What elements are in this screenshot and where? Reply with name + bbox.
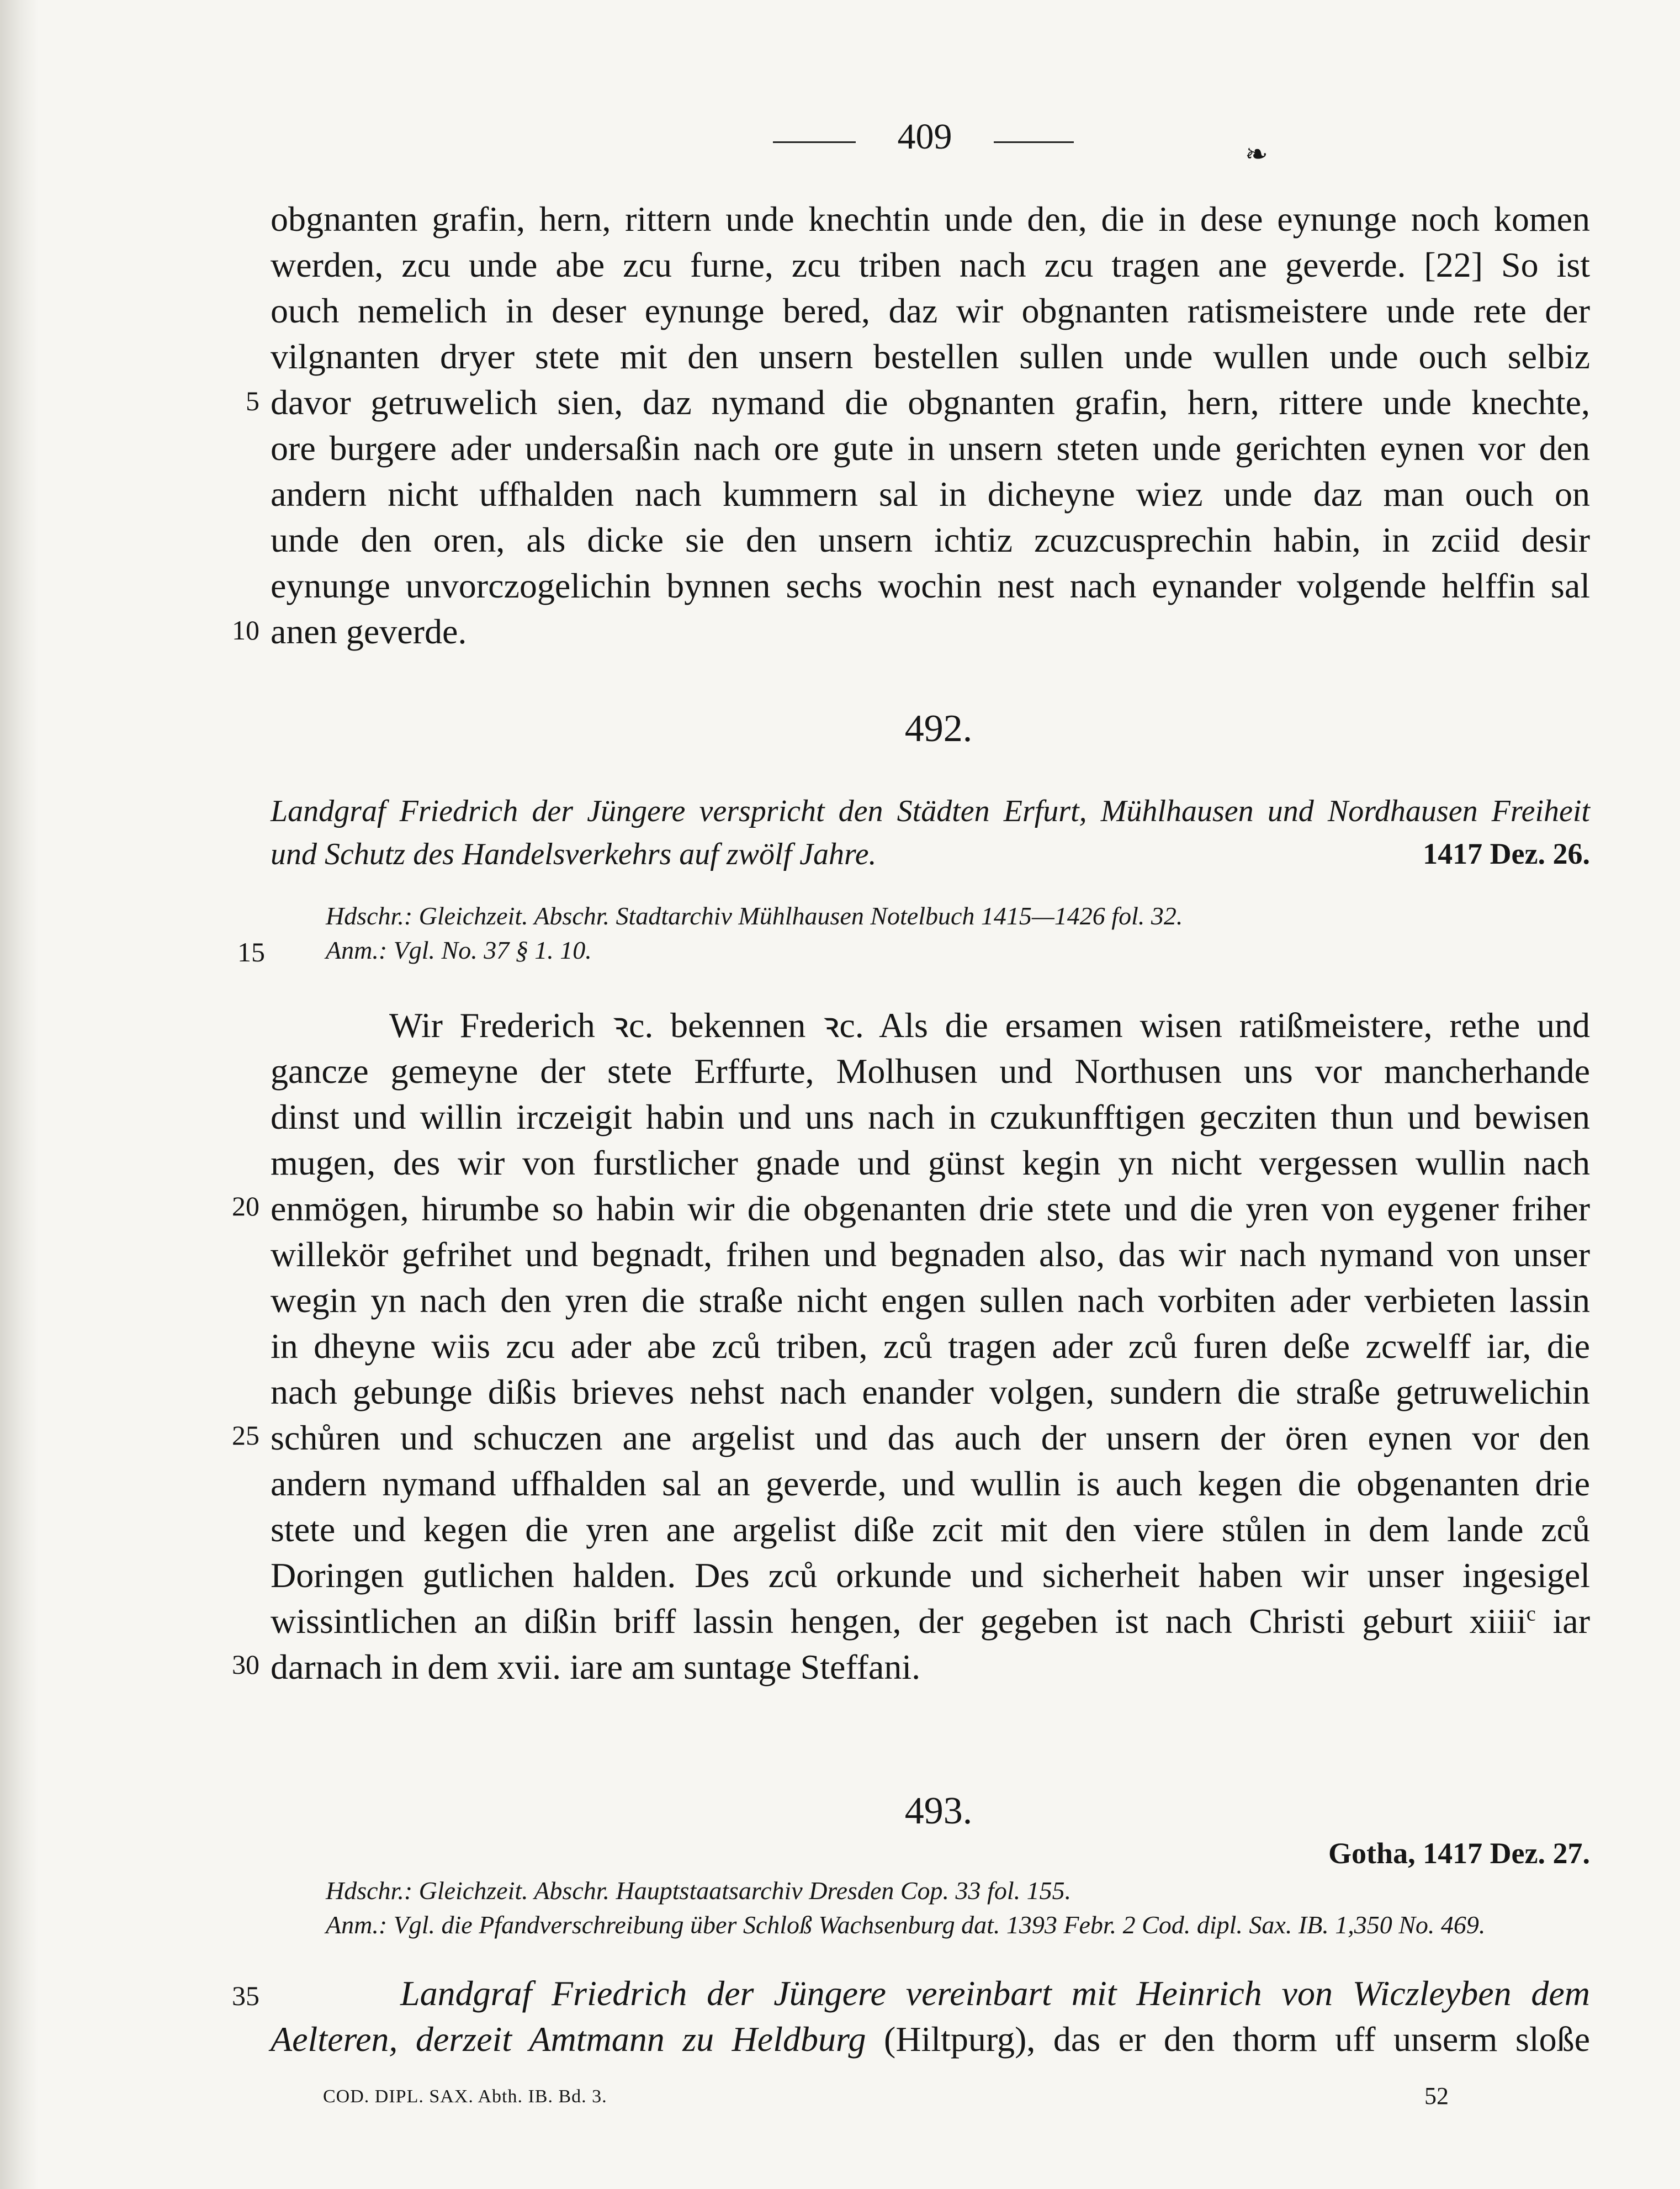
text-line: Doringen gutlichen halden. Des zců orkunde und sicherheit haben wir unser ingesigel bbox=[271, 1556, 1590, 1595]
footer-sheet-number: 52 bbox=[1424, 2082, 1449, 2109]
regest-line: Landgraf Friedrich der Jüngere verspricht den Städten Erfurt, Mühlhausen und Nordhausen Freiheit bbox=[271, 794, 1590, 828]
text-fragment: wissintlichen an dißin briff lassin hengen, der gegeben ist nach Christi geburt xiiii bbox=[271, 1601, 1527, 1641]
manuscript-note-492: Hdschr.: Gleichzeit. Abschr. Stadtarchiv Mühlhausen Notelbuch 1415—1426 fol. 32. bbox=[326, 902, 1183, 930]
text-line: willekör gefrihet und begnadt, frihen und begnaden also, das wir nach nymand von unser bbox=[271, 1235, 1590, 1274]
line-number: 10 bbox=[232, 615, 259, 646]
text-line: andern nymand uffhalden sal an geverde, und wullin is auch kegen die obgenanten drie bbox=[271, 1464, 1590, 1503]
text-line: schůren und schuczen ane argelist und das auch der unsern der ören eynen vor den bbox=[271, 1418, 1590, 1457]
line-number: 20 bbox=[232, 1191, 259, 1222]
line-number: 30 bbox=[232, 1649, 259, 1680]
text-line: ore burgere ader undersaßin nach ore gute in unsern steten unde gerichten eynen vor den bbox=[271, 429, 1590, 468]
document-text-492 bbox=[271, 1002, 1590, 1690]
footer-series: COD. DIPL. SAX. Abth. IB. Bd. 3. bbox=[323, 2086, 607, 2107]
text-line: nach gebunge dißis brieves nehst nach enander volgen, sundern die straße getruwelichin bbox=[271, 1372, 1590, 1411]
scan-edge bbox=[0, 0, 39, 2189]
text-line: obgnanten grafin, hern, rittern unde knechtin unde den, die in dese eynunge noch komen bbox=[271, 199, 1590, 239]
line-number: 15 bbox=[237, 937, 265, 967]
text-line: mugen, des wir von furstlicher gnade und günst kegin yn nicht vergessen wullin nach bbox=[271, 1143, 1590, 1182]
page-header bbox=[0, 116, 1680, 171]
text-line: anen geverde. bbox=[271, 612, 467, 651]
text-line: stete und kegen die yren ane argelist diße zcit mit den viere stůlen in dem lande zců bbox=[271, 1510, 1590, 1549]
regest-493 bbox=[271, 1970, 1590, 2062]
date-493: Gotha, 1417 Dez. 27. bbox=[1328, 1837, 1590, 1870]
header-rule-left bbox=[773, 141, 856, 143]
text-line: vilgnanten dryer stete mit den unsern bestellen sullen unde wullen unde ouch selbiz bbox=[271, 337, 1590, 376]
text-line: werden, zcu unde abe zcu furne, zcu triben nach zcu tragen ane geverde. [22] So ist bbox=[271, 245, 1590, 284]
date-492: 1417 Dez. 26. bbox=[1423, 837, 1590, 870]
text-line bbox=[271, 1598, 1590, 1644]
page-number: 409 bbox=[897, 117, 952, 157]
regest-italic-part: Aelteren, derzeit Amtmann zu Heldburg bbox=[271, 2019, 866, 2059]
regest-line: Landgraf Friedrich der Jüngere vereinbart mit Heinrich von Wiczleyben dem bbox=[400, 1974, 1590, 2013]
text-line: enmögen, hirumbe so habin wir die obgenanten drie stete und die yren von eygener friher bbox=[271, 1189, 1590, 1228]
line-number: 35 bbox=[232, 1980, 259, 2011]
text-line: in dheyne wiis zcu ader abe zců triben, zců tragen ader zců furen deße zcwelff iar, die bbox=[271, 1326, 1590, 1366]
text-line: darnach in dem xvii. iare am suntage Steffani. bbox=[271, 1647, 921, 1686]
manuscript-note-493: Hdschr.: Gleichzeit. Abschr. Hauptstaatsarchiv Dresden Cop. 33 fol. 155. bbox=[326, 1876, 1072, 1905]
text-line: Wir Frederich ꝛc. bekennen ꝛc. Als die ersamen wisen ratißmeistere, rethe und bbox=[389, 1006, 1590, 1045]
superscript: c bbox=[1526, 1602, 1536, 1626]
regest-line bbox=[271, 2016, 1590, 2062]
text-fragment: iar bbox=[1535, 1601, 1591, 1641]
regest-upright-part: (Hiltpurg), das er den thorm uff unserm sloße bbox=[866, 2019, 1591, 2059]
text-line: unde den oren, als dicke sie den unsern ichtiz zcuzcusprechin habin, in zciid desir bbox=[271, 520, 1590, 559]
text-line: eynunge unvorczogelichin bynnen sechs wochin nest nach eynander volgende helffin sal bbox=[271, 566, 1590, 605]
ornament-mark: ❧ bbox=[1245, 139, 1268, 170]
line-number: 25 bbox=[232, 1420, 259, 1451]
remark-note-492: Anm.: Vgl. No. 37 § 1. 10. bbox=[326, 936, 592, 964]
line-number: 5 bbox=[246, 385, 259, 416]
text-line: wegin yn nach den yren die straße nicht engen sullen nach vorbiten ader verbieten lassin bbox=[271, 1281, 1590, 1320]
continuation-text bbox=[271, 196, 1590, 654]
document-number-492: 492. bbox=[904, 707, 973, 750]
regest-line: und Schutz des Handelsverkehrs auf zwölf Jahre. bbox=[271, 837, 877, 871]
text-line: davor getruwelich sien, daz nymand die obgnanten grafin, hern, rittere unde knechte, bbox=[271, 383, 1590, 422]
text-line: andern nicht uffhalden nach kummern sal in dicheyne wiez unde daz man ouch on bbox=[271, 474, 1590, 514]
text-line: gancze gemeyne der stete Erffurte, Molhusen und Northusen uns vor mancherhande bbox=[271, 1051, 1590, 1091]
header-rule-right bbox=[994, 141, 1074, 143]
text-line: dinst und willin irczeigit habin und uns nach in czukunfftigen gecziten thun und bewisen bbox=[271, 1097, 1590, 1136]
text-line: ouch nemelich in deser eynunge bered, daz wir obgnanten ratismeistere unde rete der bbox=[271, 291, 1590, 330]
document-number-493: 493. bbox=[904, 1790, 973, 1832]
remark-note-493: Anm.: Vgl. die Pfandverschreibung über Schloß Wachsenburg dat. 1393 Febr. 2 Cod. dipl. Sax. IB. 1,350 No. 469. bbox=[326, 1911, 1486, 1939]
